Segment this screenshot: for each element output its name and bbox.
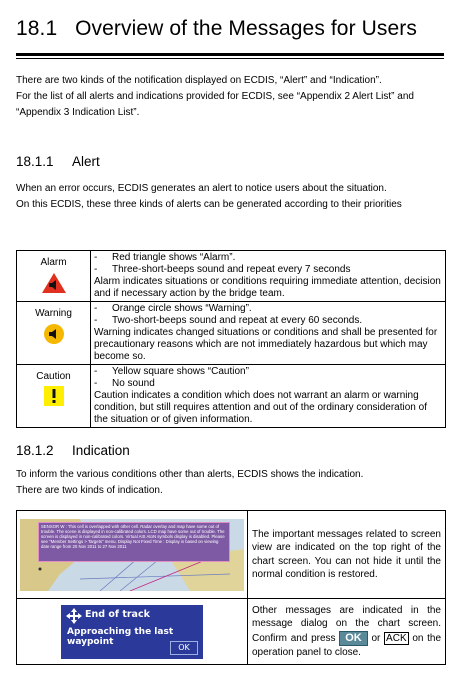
indication-table [16,510,446,665]
chart-screen-image-cell [17,511,248,599]
alert-heading-number: 18.1.1 [16,154,54,169]
warning-label-cell [17,302,91,365]
row2-text-after: on the operation panel to close. [252,632,442,658]
warning-bullet-2: Two-short-beeps sound and repeat at every 60 seconds. [112,315,363,326]
caution-label: Caution [36,371,71,382]
alarm-bullet-2: Three-short-beeps sound and repeat every 7 seconds [112,264,351,275]
message-dialog-image-cell [17,599,248,665]
alert-paragraph-line-1: When an error occurs, ECDIS generates an alert to notice users about the situation. [16,183,387,194]
indication-heading [16,443,130,458]
indication-row1-text: The important messages related to screen view are indicated on the top right of the chart screen. You can not hide it until the normal condition is restored. [248,511,446,599]
alert-heading-title: Alert [72,154,100,169]
caution-description-cell: - Yellow square shows “Caution” - No sound Caution indicates a condition which does not warrant an alarm or warning condition, but still requires attention and out of the ordinary consideration of the situation or of given information. [91,365,446,428]
ok-button-image: OK [339,631,368,646]
alert-heading [16,154,100,169]
indication-row2-text [248,599,446,665]
alert-row-alarm [17,251,446,302]
indication-paragraph [16,467,448,499]
warning-bullet-1: Orange circle shows “Warning”. [112,303,252,314]
alarm-label-cell [17,251,91,302]
alarm-description: Alarm indicates situations or conditions requiring immediate attention, decision and if necessary action by the bridge team. [94,276,441,299]
indication-heading-title: Indication [72,443,130,458]
row2-or: or [371,632,381,644]
indication-row-screen [17,511,446,599]
row2-text-before: Other messages are indicated in the message dialog on the chart screen. Confirm and press [252,604,441,644]
warning-message-box: SENSOR W : This cell is overlapped with other cell. Radar overlay and map have some out of trouble. The scene is displayed in non-calibrated colors. LCD map have some out of trouble. The screen is displayed in non-calibrated colors. Virtual AIS AtoN symbols display is disabled. Please see "Member Settings > Targets" menu. Display Not Fixed Time : Display is based on viewing date range from 20 Nov 2011 to 27 Nov 2011 [38,522,230,562]
indication-heading-number: 18.1.2 [16,443,54,458]
end-of-track-dialog [61,605,203,659]
intro-line-1: There are two kinds of the notification displayed on ECDIS, “Alert” and “Indication”. [16,75,382,86]
dialog-title: End of track [85,608,150,620]
indication-paragraph-line-2: There are two kinds of indication. [16,485,163,496]
warning-description: Warning indicates changed situations or conditions and shall be presented for precautionary reasons which are not immediately hazardous but which may become so. [94,327,438,362]
alert-paragraph-line-2: On this ECDIS, these three kinds of alerts can be generated according to their priorities [16,199,402,210]
alert-table [16,250,446,428]
title-rule-thin [16,58,444,59]
indication-paragraph-line-1: To inform the various conditions other than alerts, ECDIS shows the indication. [16,469,364,480]
title-rule-thick [16,53,444,56]
caution-bullet-2: No sound [112,378,155,389]
alarm-bullet-1: Red triangle shows “Alarm”. [112,252,236,263]
warning-label: Warning [35,308,72,319]
ack-key: ACK [386,632,407,644]
chart-screen-image [20,519,244,591]
section-title: Overview of the Messages for Users [75,17,417,40]
intro-paragraph [16,73,448,121]
yellow-square-exclamation-icon [44,386,64,406]
alarm-label: Alarm [40,257,67,268]
alert-row-warning [17,302,446,365]
move-arrows-icon [66,608,82,624]
alert-paragraph [16,181,448,213]
red-triangle-speaker-icon [41,272,67,294]
caution-label-cell [17,365,91,428]
alarm-description-cell: - Red triangle shows “Alarm”. - Three-short-beeps sound and repeat every 7 seconds Alarm indicates situations or conditions requiring immediate attention, decision and if necessary action by the bridge team. [91,251,446,302]
caution-description: Caution indicates a condition which does not warrant an alarm or warning condition, but still requires attention and out of the ordinary consideration of the situation or of given information. [94,390,427,425]
section-number: 18.1 [16,17,58,40]
indication-row-dialog [17,599,446,665]
orange-circle-speaker-icon [43,323,65,345]
intro-line-2: For the list of all alerts and indications provided for ECDIS, see “Appendix 2 Alert List” and “Appendix 3 Indication List”. [16,91,414,118]
dialog-ok-button[interactable]: OK [170,641,198,655]
dialog-message: Approaching the last waypoint [67,626,174,647]
caution-bullet-1: Yellow square shows “Caution” [112,366,249,377]
page-title [16,17,417,41]
warning-description-cell: - Orange circle shows “Warning”. - Two-short-beeps sound and repeat at every 60 seconds. Warning indicates changed situations or conditions and shall be presented for precautionary reasons which are not immediately hazardous but which may become so. [91,302,446,365]
alert-row-caution [17,365,446,428]
